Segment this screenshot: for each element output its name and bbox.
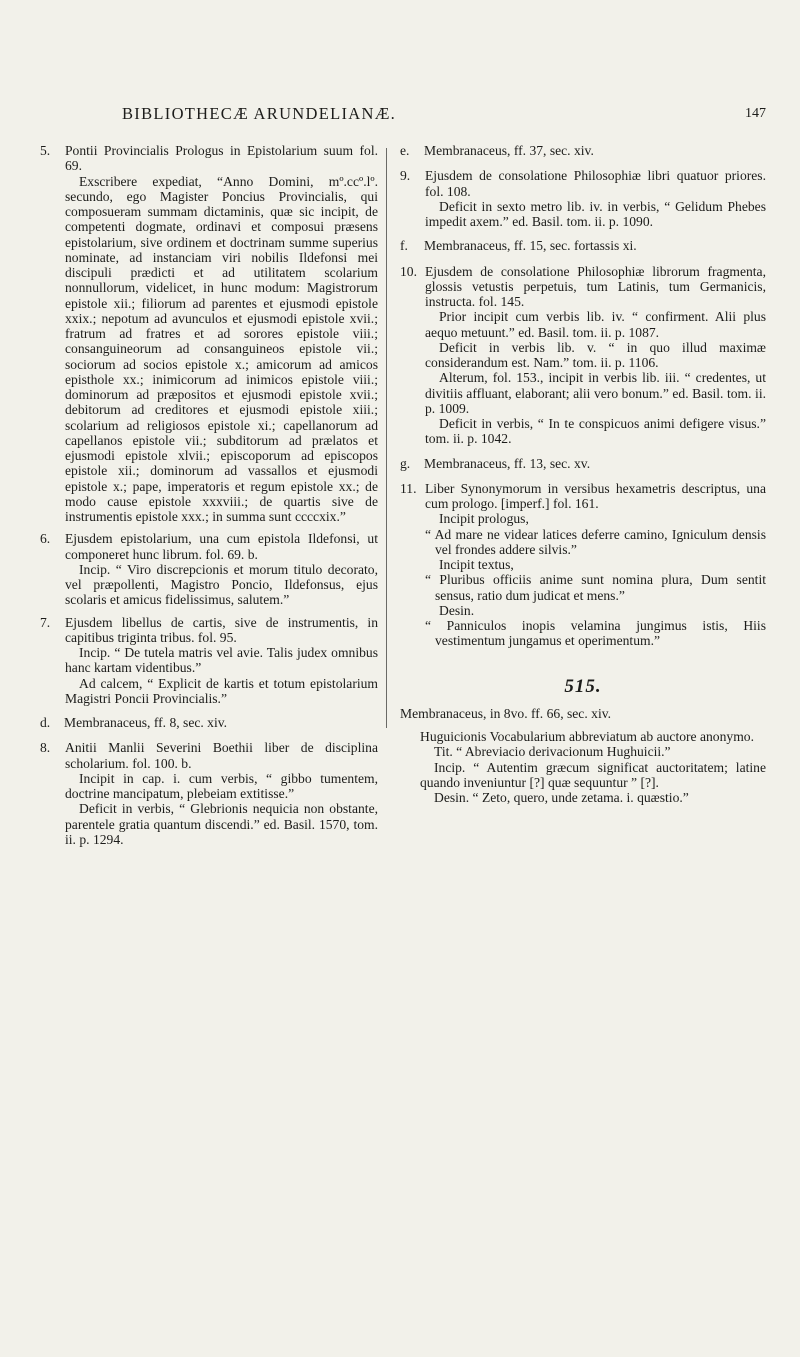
section-e xyxy=(400,143,766,158)
entry-body: Alterum, fol. 153., incipit in verbis lib. iii. “ credentes, ut divitiis affluant, elaborant; alii vero bonum.” ed. Basil. tom. ii. p. 1009. xyxy=(425,370,766,416)
entry-10 xyxy=(400,264,766,447)
entry-body: Ad calcem, “ Explicit de kartis et totum epistolarium Magistri Poncii Provincialis.” xyxy=(65,675,378,706)
entry-title: Anitii Manlii Severini Boethii liber de disciplina scholarium. fol. 100. b. xyxy=(65,740,378,771)
entry-11 xyxy=(400,481,766,649)
verse-label: Incipit prologus, xyxy=(439,511,529,527)
verse-label: Incipit textus, xyxy=(439,557,514,572)
page-number: 147 xyxy=(745,106,766,121)
entry-body: Deficit in sexto metro lib. iv. in verbis, “ Gelidum Phebes impedit axem.” ed. Basil. tom. ii. p. 1090. xyxy=(425,198,766,229)
manuscript-number: 515. xyxy=(564,675,602,697)
section-description: Membranaceus, ff. 15, sec. fortassis xi. xyxy=(424,238,637,254)
column-divider xyxy=(386,148,387,728)
section-d xyxy=(40,715,378,730)
entry-body: Incip. “ Autentim græcum significat auctoritatem; latine quando inveniuntur [?] quæ sequuntur ” [?]. xyxy=(420,759,766,790)
entry-number: 9. xyxy=(400,168,411,184)
right-column xyxy=(400,143,766,812)
entry-title: Liber Synonymorum in versibus hexametris descriptus, una cum prologo. [imperf.] fol. 161. xyxy=(425,480,766,511)
entry-title: Ejusdem epistolarium, una cum epistola Ildefonsi, ut componeret hunc librum. fol. 69. b. xyxy=(65,531,378,562)
entry-title: Ejusdem de consolatione Philosophiæ libri quatuor priores. fol. 108. xyxy=(425,168,766,199)
entry-9 xyxy=(400,168,766,229)
section-letter: g. xyxy=(400,455,411,471)
entry-title: Ejusdem de consolatione Philosophiæ librorum fragmenta, glossis vetustis perpetuis, tum Latinis, tum Germanicis, instructa. fol. 145. xyxy=(425,263,766,309)
entry-body: Exscribere expediat, “Anno Domini, mº.ccº.lº. secundo, ego Magister Poncius Provincialis, qui composueram summam dictaminis, quæ sic incipit, de competenti dogmate, ordinavi et composui præsens epistolarium, sive ordinem et doctrinam summe superius nominate, ad instanciam viri nobilis Ildefonsi mei discipuli prædicti et ad utilitatem scolarium nonnullorum, videlicet, in hunc modum: Magistrorum epistole xii.; filiorum ad parentes et ejusmodi epistole xxix.; nepotum ad avunculos et ejusmodi epistole xvii.; fratrum ad fratres et ad sorores epistole viii.; consanguineorum ad consanguineos epistole vii.; sociorum ad socios epistole x.; amicorum ad amicos episthole xx.; inimicorum ad inimicos epistole viii.; dominorum ad præpositos et ejusmodi epistole xvii.; debitorum ad creditores et ejusmodi epistole xiii.; scolarium ad religiosos epistole xi.; capellanorum ad capellanos epistole vii.; subditorum ad prælatos et ejusmodi epistole xlvii.; episcoporum ad episcopos epistole xii.; dominorum ad vassallos et ejusmodi epistole x.; pape, imperatoris et regum epistole xx.; de modo cause epistole xxxviii.; de quartis sive de instrumentis epistole xxx.; in summa sunt ccccxix.” xyxy=(65,173,378,524)
section-description: Membranaceus, ff. 8, sec. xiv. xyxy=(64,715,228,730)
section-g xyxy=(400,456,766,471)
verse-text: “ Panniculos inopis velamina jungimus istis, Hiis vestimentum jungamus et operimentum.” xyxy=(425,618,766,649)
entry-body: Incip. “ De tutela matris vel avie. Talis judex omnibus hanc kartam videntibus.” xyxy=(65,645,378,676)
entry-number: 7. xyxy=(40,614,51,630)
entry-body: Desin. “ Zeto, quero, unde zetama. i. quæstio.” xyxy=(434,790,689,805)
entry-body: Prior incipit cum verbis lib. iv. “ confirment. Alii plus aequo metuunt.” ed. Basil. tom. ii. p. 1087. xyxy=(425,309,766,340)
entry-number: 10. xyxy=(400,263,417,279)
section-description: Membranaceus, ff. 13, sec. xv. xyxy=(424,455,591,471)
entry-body: Incip. “ Viro discrepcionis et morum titulo decorato, vel præpollenti, Magistro Poncio, Ildefonsus, ejus scolaris et amicus fidelissimus, salutem.” xyxy=(65,561,378,608)
entry-body: Incipit in cap. i. cum verbis, “ gibbo tumentem, doctrine mancipatum, plebeiam extitisse.” xyxy=(65,770,378,801)
entry-6 xyxy=(40,531,378,607)
entry-title: Ejusdem libellus de cartis, sive de instrumentis, in capitibus triginta tribus. fol. 95. xyxy=(65,614,378,645)
verse-label: Desin. xyxy=(439,602,475,618)
entry-8 xyxy=(40,740,378,847)
entry-number: 8. xyxy=(40,740,51,756)
verse-text: “ Ad mare ne videar latices deferre camino, Igniculum densis vel frondes addere silvis.” xyxy=(425,526,766,557)
running-title: BIBLIOTHECÆ ARUNDELIANÆ. xyxy=(122,104,397,123)
entry-5 xyxy=(40,143,378,524)
section-letter: d. xyxy=(40,715,51,730)
section-description: Membranaceus, ff. 37, sec. xiv. xyxy=(424,143,594,158)
entry-number: 6. xyxy=(40,531,51,547)
entry-body: Deficit in verbis, “ In te conspicuos animi defigere visus.” tom. ii. p. 1042. xyxy=(425,416,766,447)
entry-number: 11. xyxy=(400,480,417,496)
entry-7 xyxy=(40,615,378,707)
page-header xyxy=(0,104,800,128)
section-letter: f. xyxy=(400,238,408,254)
manuscript-description: Membranaceus, in 8vo. ff. 66, sec. xiv. xyxy=(400,705,612,721)
entry-body: Deficit in verbis lib. v. “ in quo illud maximæ considerandum est. Nam.” tom. ii. p. 1106. xyxy=(425,339,766,370)
entry-title: Pontii Provincialis Prologus in Epistolarium suum fol. 69. xyxy=(65,143,378,174)
left-column xyxy=(40,143,378,854)
entry-number: 5. xyxy=(40,143,51,158)
entry-515 xyxy=(400,729,766,805)
verse-text: “ Pluribus officiis anime sunt nomina plura, Dum sentit sensus, ratio dum judicat et mens.” xyxy=(425,572,766,603)
section-letter: e. xyxy=(400,143,410,158)
entry-title: Huguicionis Vocabularium abbreviatum ab auctore anonymo. xyxy=(420,729,754,744)
entry-body: Deficit in verbis, “ Glebrionis nequicia non obstante, parentele gratia quantum discendi.” ed. Basil. 1570, tom. ii. p. 1294. xyxy=(65,801,378,847)
entry-body: Tit. “ Abreviacio derivacionum Hughuicii.” xyxy=(434,744,671,760)
section-f xyxy=(400,238,766,253)
